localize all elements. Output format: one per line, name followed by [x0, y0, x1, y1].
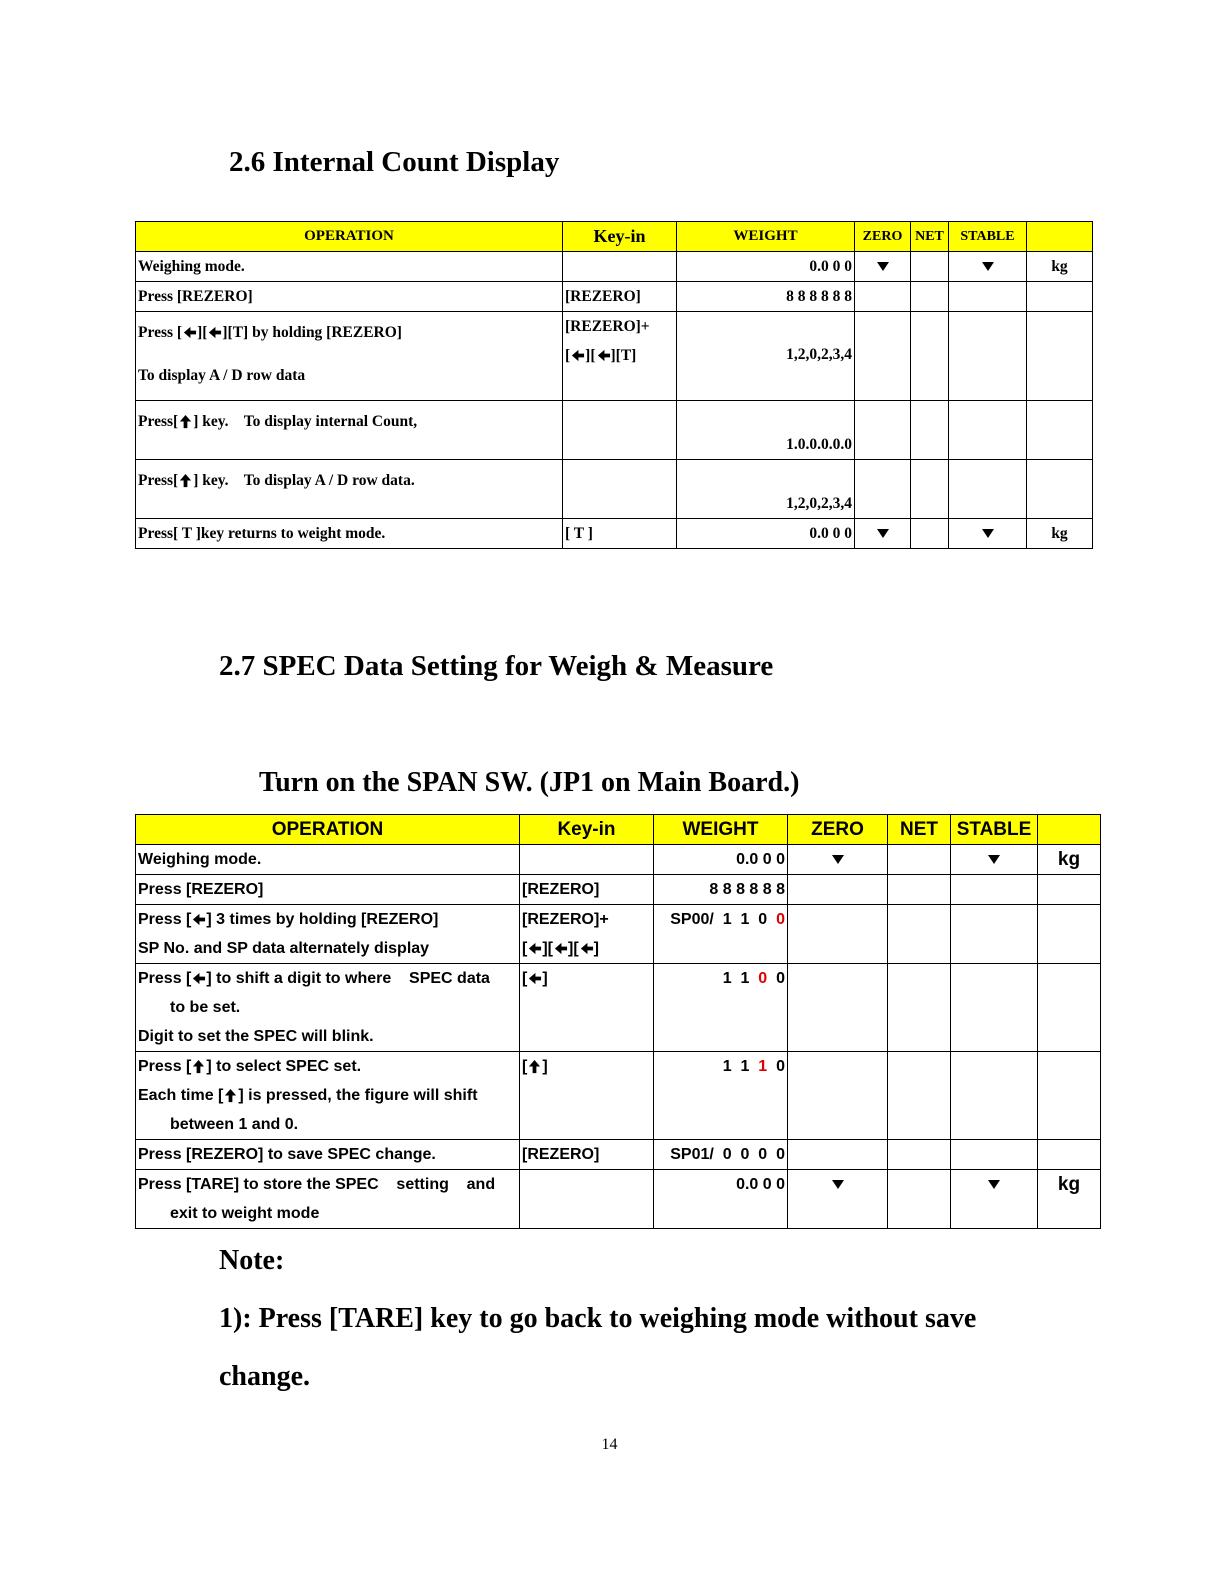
- page-number: 14: [601, 1436, 618, 1453]
- up-arrow-icon: [178, 473, 193, 488]
- stable-indicator-icon: [988, 1180, 1000, 1189]
- stable-indicator-icon: [982, 529, 994, 538]
- keyin-cell: [563, 252, 677, 282]
- table-row: [136, 875, 1101, 905]
- keyin-cell: [ ]: [520, 1052, 654, 1140]
- header-operation: OPERATION: [136, 222, 563, 252]
- table-row: [136, 1170, 1101, 1229]
- weight-cell: 1,2,0,2,3,4: [677, 312, 855, 401]
- header-unit: [1027, 222, 1093, 252]
- left-arrow-icon: [527, 971, 542, 986]
- header-keyin: Key-in: [563, 222, 677, 252]
- note-heading: Note:: [219, 1245, 285, 1276]
- operation-cell: Press [ ] 3 times by holding [REZERO] SP No. and SP data alternately display: [136, 905, 520, 964]
- table-row: [136, 1052, 1101, 1140]
- keyin-cell: [520, 845, 654, 875]
- blinking-digit: 0: [758, 970, 768, 987]
- operation-cell: Press [TARE] to store the SPEC setting and exit to weight mode: [136, 1170, 520, 1229]
- header-weight: WEIGHT: [654, 815, 788, 845]
- table-row: [136, 460, 1093, 519]
- left-arrow-icon: [191, 971, 206, 986]
- weight-cell: 0.0 0 0: [654, 845, 788, 875]
- stable-cell: [949, 252, 1027, 282]
- header-net: NET: [911, 222, 949, 252]
- weight-cell: 8 8 8 8 8 8: [654, 875, 788, 905]
- header-net: NET: [888, 815, 951, 845]
- operation-cell: Press[ ] key. To display A / D row data.: [136, 460, 563, 519]
- keyin-cell: [REZERO]: [563, 282, 677, 312]
- keyin-cell: [520, 1170, 654, 1229]
- operation-cell: Press [REZERO]: [136, 282, 563, 312]
- weight-cell: 1 1 0 0: [654, 964, 788, 1052]
- zero-indicator-icon: [832, 1180, 844, 1189]
- left-arrow-icon: [527, 941, 542, 956]
- left-arrow-icon: [570, 348, 585, 363]
- operation-cell: Press [ ][ ][T] by holding [REZERO] To display A / D row data: [136, 312, 563, 401]
- left-arrow-icon: [579, 941, 594, 956]
- table-row: [136, 401, 1093, 460]
- stable-cell: [949, 519, 1027, 549]
- operation-cell: Weighing mode.: [136, 252, 563, 282]
- net-cell: [911, 519, 949, 549]
- operation-cell: Press[ T ]key returns to weight mode.: [136, 519, 563, 549]
- stable-cell: [951, 845, 1038, 875]
- up-arrow-icon: [191, 1059, 206, 1074]
- table-row: [136, 312, 1093, 401]
- section-2-7-subtitle: Turn on the SPAN SW. (JP1 on Main Board.): [259, 767, 800, 798]
- keyin-cell: [563, 460, 677, 519]
- weight-cell: 1 1 1 0: [654, 1052, 788, 1140]
- unit-cell: kg: [1027, 252, 1093, 282]
- spec-setting-table: [135, 814, 1101, 1229]
- blinking-digit: 0: [776, 911, 785, 928]
- operation-cell: Press[ ] key. To display internal Count,: [136, 401, 563, 460]
- left-arrow-icon: [207, 325, 222, 340]
- operation-cell: Press [ ] to shift a digit to where SPEC data to be set. Digit to set the SPEC will blink.: [136, 964, 520, 1052]
- zero-indicator-icon: [877, 262, 889, 271]
- note-line-1: 1): Press [TARE] key to go back to weighing mode without save: [219, 1303, 977, 1334]
- table-row: [136, 905, 1101, 964]
- zero-cell: [855, 519, 911, 549]
- header-stable: STABLE: [951, 815, 1038, 845]
- table-row: [136, 282, 1093, 312]
- header-stable: STABLE: [949, 222, 1027, 252]
- header-zero: ZERO: [855, 222, 911, 252]
- operation-cell: Press [REZERO] to save SPEC change.: [136, 1140, 520, 1170]
- stable-cell: [951, 1170, 1038, 1229]
- net-cell: [888, 1170, 951, 1229]
- header-weight: WEIGHT: [677, 222, 855, 252]
- keyin-cell: [REZERO]: [520, 875, 654, 905]
- left-arrow-icon: [191, 912, 206, 927]
- table-row: [136, 845, 1101, 875]
- keyin-cell: [REZERO]+ [ ][ ][ ]: [520, 905, 654, 964]
- table-row: [136, 519, 1093, 549]
- zero-indicator-icon: [832, 855, 844, 864]
- operation-cell: Press [ ] to select SPEC set. Each time [ ] is pressed, the figure will shift between 1 and 0.: [136, 1052, 520, 1140]
- note-line-2: change.: [219, 1361, 310, 1392]
- net-cell: [888, 845, 951, 875]
- header-unit: [1038, 815, 1101, 845]
- header-keyin: Key-in: [520, 815, 654, 845]
- weight-cell: SP01/ 0 0 0 0: [654, 1140, 788, 1170]
- section-2-7-title: 2.7 SPEC Data Setting for Weigh & Measure: [219, 650, 774, 682]
- weight-cell: 0.0 0 0: [677, 252, 855, 282]
- keyin-cell: [ ]: [520, 964, 654, 1052]
- weight-cell: 0.0 0 0: [677, 519, 855, 549]
- left-arrow-icon: [553, 941, 568, 956]
- weight-cell: 1.0.0.0.0.0: [677, 401, 855, 460]
- keyin-cell: [ T ]: [563, 519, 677, 549]
- unit-cell: kg: [1038, 1170, 1101, 1229]
- zero-cell: [855, 252, 911, 282]
- blinking-digit: 1: [758, 1058, 768, 1075]
- internal-count-table: [135, 221, 1093, 549]
- weight-cell: 1,2,0,2,3,4: [677, 460, 855, 519]
- unit-cell: kg: [1038, 845, 1101, 875]
- left-arrow-icon: [596, 348, 611, 363]
- zero-cell: [788, 845, 888, 875]
- keyin-cell: [563, 401, 677, 460]
- stable-indicator-icon: [988, 855, 1000, 864]
- table-row: [136, 964, 1101, 1052]
- up-arrow-icon: [527, 1059, 542, 1074]
- section-2-6-title: 2.6 Internal Count Display: [229, 146, 560, 178]
- up-arrow-icon: [223, 1088, 238, 1103]
- up-arrow-icon: [178, 414, 193, 429]
- operation-cell: Weighing mode.: [136, 845, 520, 875]
- weight-cell: 0.0 0 0: [654, 1170, 788, 1229]
- weight-cell: 8 8 8 8 8 8: [677, 282, 855, 312]
- unit-cell: kg: [1027, 519, 1093, 549]
- zero-indicator-icon: [877, 529, 889, 538]
- zero-cell: [788, 1170, 888, 1229]
- operation-cell: Press [REZERO]: [136, 875, 520, 905]
- keyin-cell: [REZERO]: [520, 1140, 654, 1170]
- header-zero: ZERO: [788, 815, 888, 845]
- weight-cell: SP00/ 1 1 0 0: [654, 905, 788, 964]
- header-operation: OPERATION: [136, 815, 520, 845]
- net-cell: [911, 252, 949, 282]
- keyin-cell: [REZERO]+ [ ][ ][T]: [563, 312, 677, 401]
- left-arrow-icon: [182, 325, 197, 340]
- stable-indicator-icon: [982, 262, 994, 271]
- table-row: [136, 1140, 1101, 1170]
- table-row: [136, 252, 1093, 282]
